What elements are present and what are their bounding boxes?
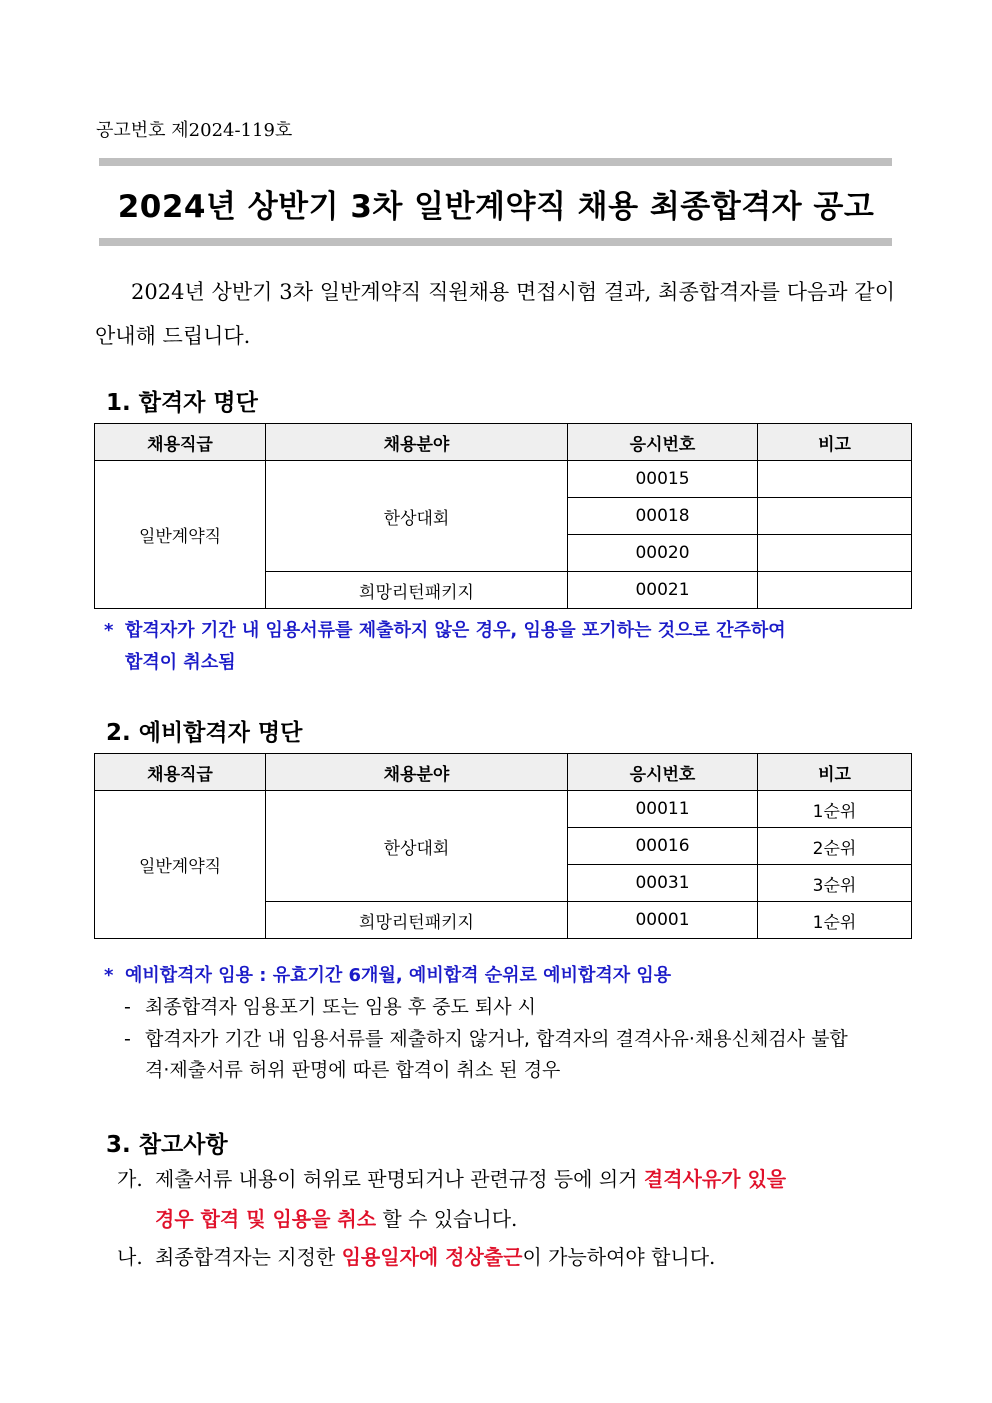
notice-number: 공고번호 제2024-119호 [96, 120, 293, 141]
ref-item-1 [117, 1159, 895, 1239]
note-line1: 합격자가 기간 내 임용서류를 제출하지 않은 경우, 임용을 포기하는 것으로 간주하여 [125, 620, 786, 641]
title-top-bar [99, 158, 892, 166]
note-cell: 2순위 [758, 828, 912, 865]
item-label: 나. [117, 1245, 143, 1269]
number-cell: 00015 [568, 461, 758, 498]
item-highlight: 임용일자에 정상출근 [341, 1245, 523, 1269]
note-star: * [104, 620, 114, 641]
page-title: 2024년 상반기 3차 일반계약직 채용 최종합격자 공고 [117, 189, 875, 225]
note-line2: 합격이 취소됨 [125, 652, 236, 673]
col-header-grade: 채용직급 [95, 424, 266, 461]
intro-paragraph: 2024년 상반기 3차 일반계약직 직원채용 면접시험 결과, 최종합격자를 다음과 같이 안내해 드립니다. [95, 280, 895, 348]
note-star: * [104, 965, 114, 986]
grade-cell: 일반계약직 [95, 791, 266, 939]
note-line: 예비합격자 임용 : 유효기간 6개월, 예비합격 순위로 예비합격자 임용 [125, 965, 672, 986]
passers-table [94, 423, 912, 609]
item-text: 이 가능하여야 합니다. [522, 1245, 716, 1269]
table-row [95, 791, 912, 828]
dash-mark: - [124, 1028, 131, 1050]
table-header-row [95, 424, 912, 461]
number-cell: 00011 [568, 791, 758, 828]
number-cell: 00020 [568, 535, 758, 572]
table-row [95, 461, 912, 498]
note-cell: 1순위 [758, 902, 912, 939]
col-header-grade: 채용직급 [95, 754, 266, 791]
field-cell: 한상대회 [266, 461, 568, 572]
number-cell: 00021 [568, 572, 758, 609]
col-header-note: 비고 [758, 424, 912, 461]
section1-heading: 1. 합격자 명단 [106, 390, 258, 416]
section1-note [104, 615, 786, 679]
col-header-field: 채용분야 [266, 424, 568, 461]
field-cell: 희망리턴패키지 [266, 572, 568, 609]
col-header-number: 응시번호 [568, 424, 758, 461]
note-cell [758, 498, 912, 535]
sub-item-2 [124, 1024, 896, 1086]
note-cell: 1순위 [758, 791, 912, 828]
number-cell: 00016 [568, 828, 758, 865]
note-cell [758, 572, 912, 609]
item-text: 제출서류 내용이 허위로 판명되거나 관련규정 등에 의거 [155, 1167, 644, 1191]
number-cell: 00001 [568, 902, 758, 939]
table-header-row [95, 754, 912, 791]
item-text: 할 수 있습니다. [376, 1207, 518, 1231]
note-cell [758, 461, 912, 498]
ref-item-2 [117, 1237, 895, 1277]
col-header-number: 응시번호 [568, 754, 758, 791]
reserve-table [94, 753, 912, 939]
field-cell: 한상대회 [266, 791, 568, 902]
sub-item-1 [124, 992, 896, 1023]
col-header-note: 비고 [758, 754, 912, 791]
dash-mark: - [124, 996, 131, 1018]
grade-cell: 일반계약직 [95, 461, 266, 609]
note-cell [758, 535, 912, 572]
number-cell: 00018 [568, 498, 758, 535]
sub-item-text: 합격자가 기간 내 임용서류를 제출하지 않거나, 합격자의 결격사유·채용신체검사 불합 [145, 1028, 848, 1050]
section2-note [104, 960, 671, 992]
section2-heading: 2. 예비합격자 명단 [106, 720, 303, 746]
section3-heading: 3. 참고사항 [106, 1132, 228, 1158]
field-cell: 희망리턴패키지 [266, 902, 568, 939]
number-cell: 00031 [568, 865, 758, 902]
note-cell: 3순위 [758, 865, 912, 902]
title-bottom-bar [99, 238, 892, 246]
item-label: 가. [117, 1167, 143, 1191]
sub-item-text-cont: 격·제출서류 허위 판명에 따른 합격이 취소 된 경우 [145, 1059, 561, 1081]
col-header-field: 채용분야 [266, 754, 568, 791]
item-text: 최종합격자는 지정한 [155, 1245, 342, 1269]
sub-item-text: 최종합격자 임용포기 또는 임용 후 중도 퇴사 시 [145, 996, 537, 1018]
item-highlight: 경우 합격 및 임용을 취소 [155, 1207, 377, 1231]
item-highlight: 결격사유가 있을 [643, 1167, 787, 1191]
